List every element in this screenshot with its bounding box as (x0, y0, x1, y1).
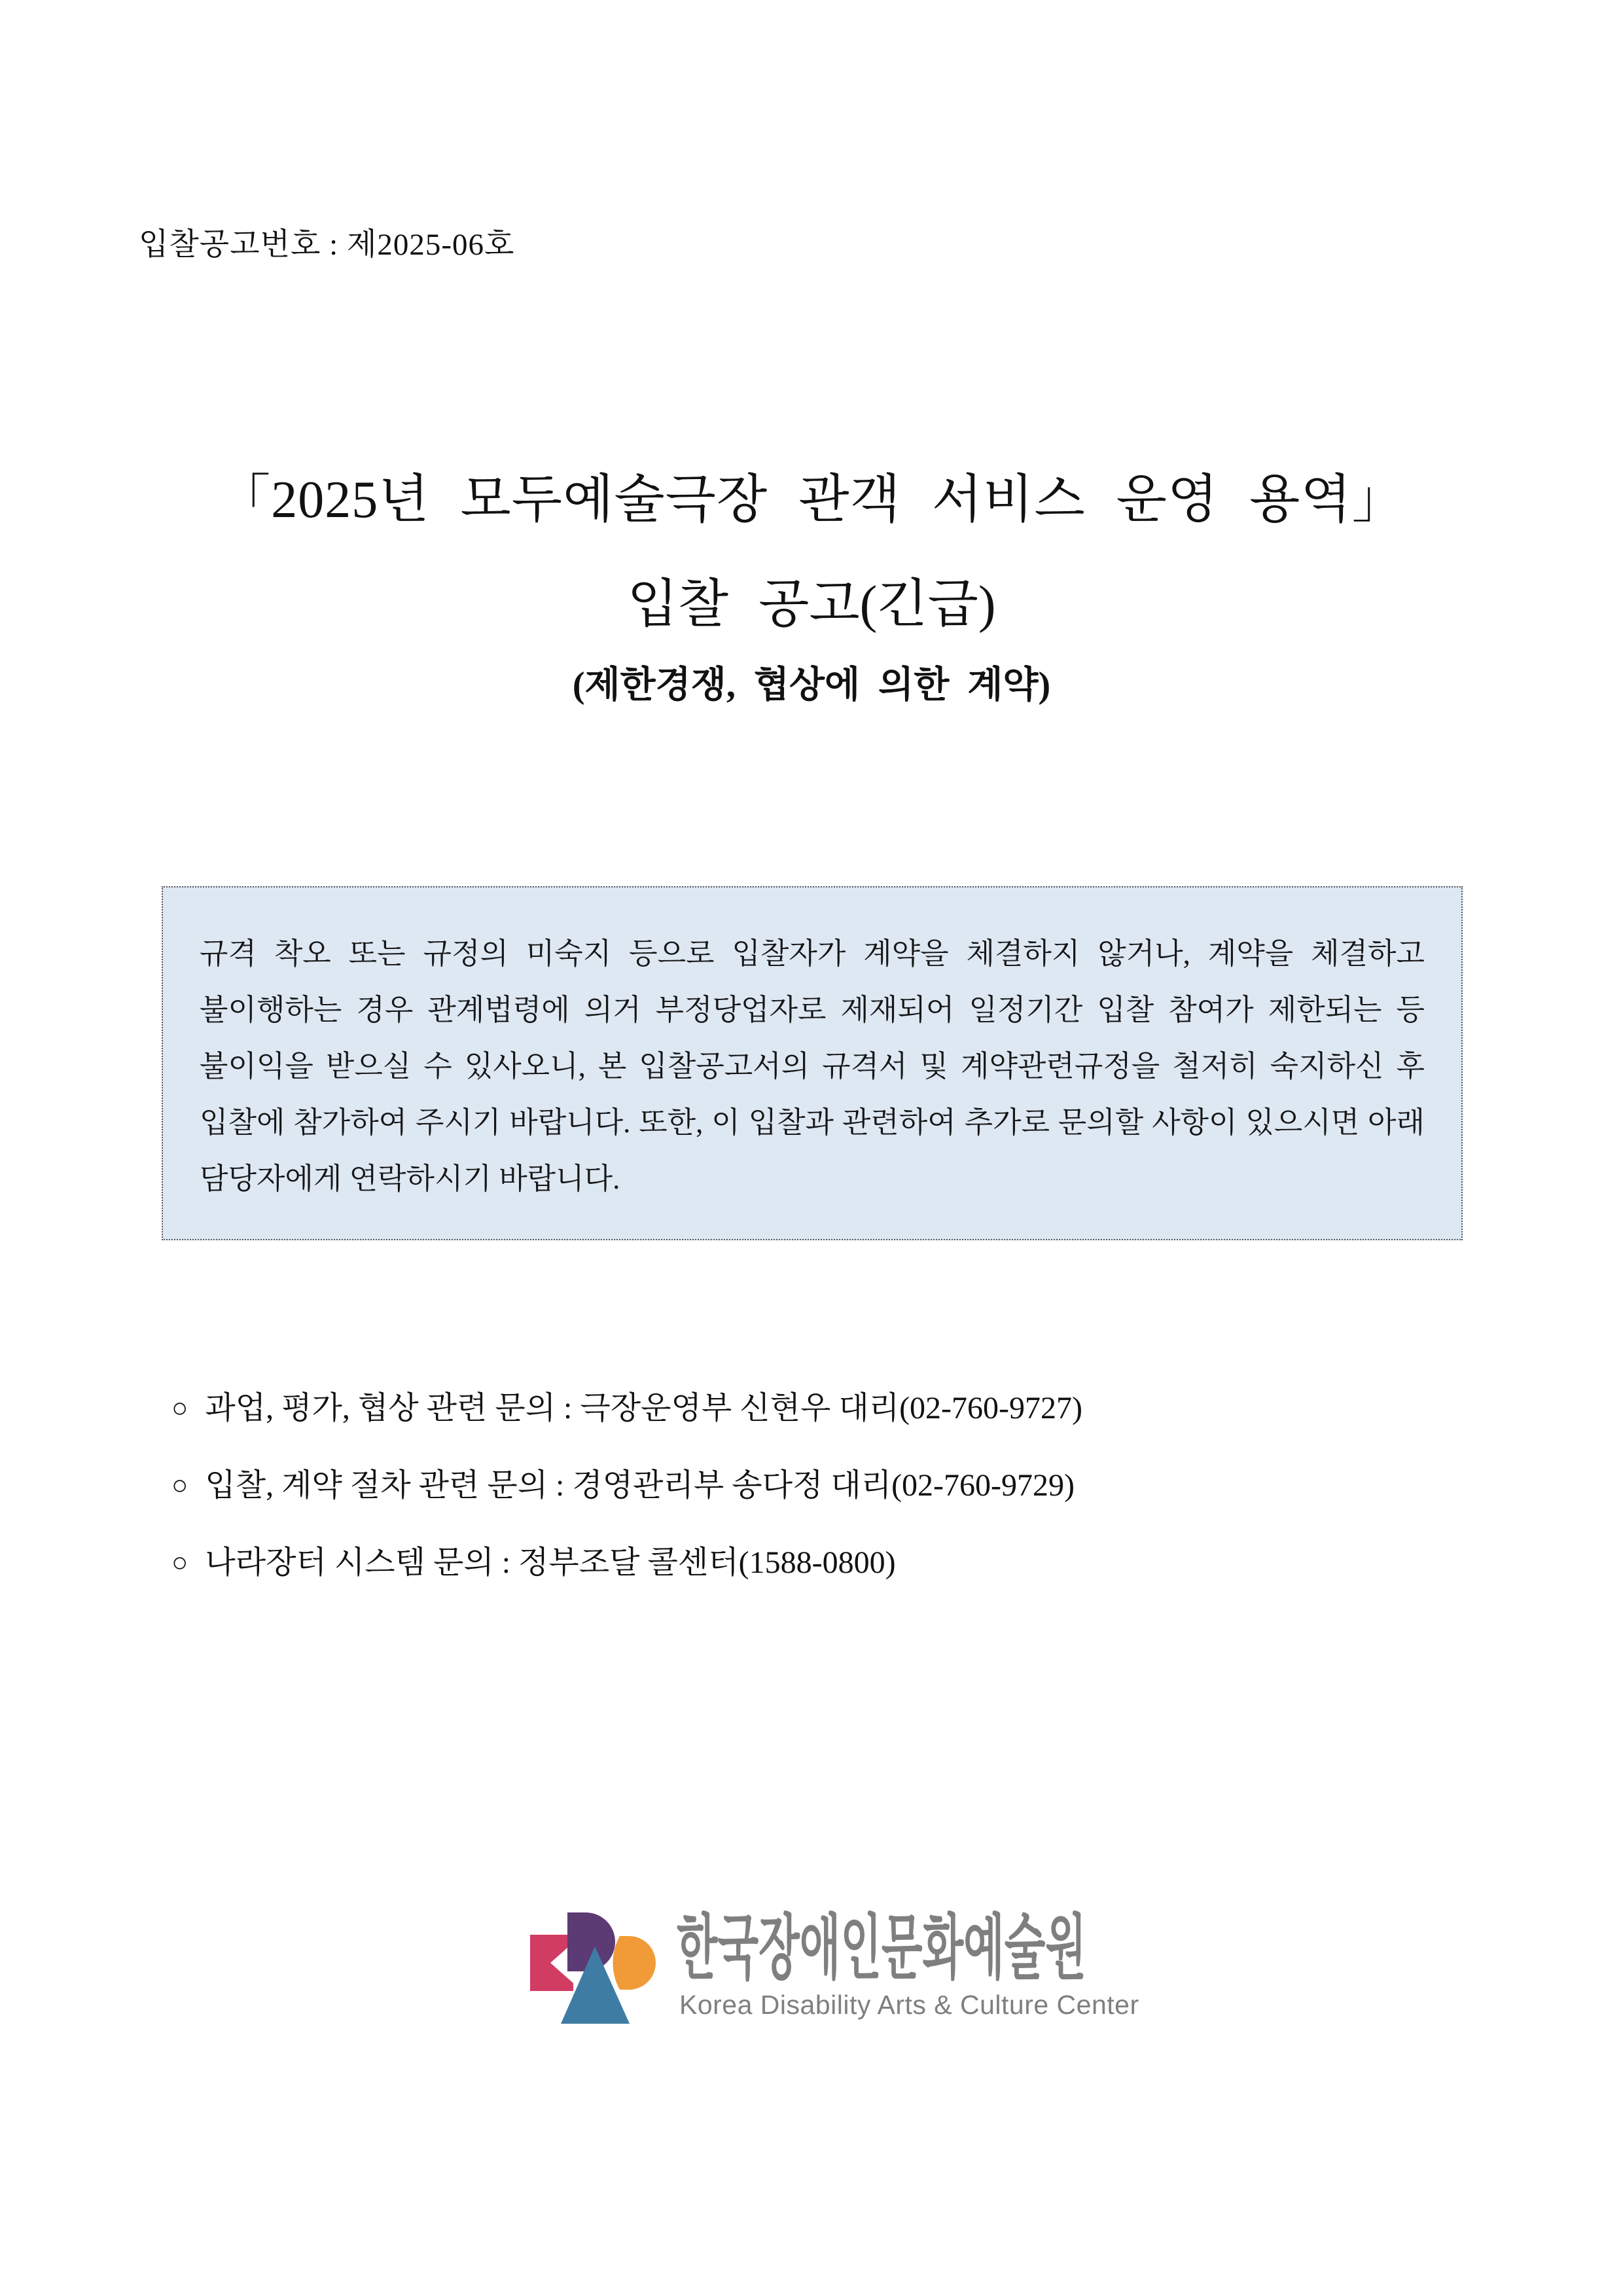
bullet-icon: ○ (171, 1393, 188, 1424)
document-title-line1: 「2025년 모두예술극장 관객 서비스 운영 용역」 (218, 471, 1405, 529)
document-title-line2: 입찰 공고(긴급) (627, 576, 996, 634)
document-subtitle: (제한경쟁, 협상에 의한 계약) (572, 665, 1051, 706)
bid-notice-number: 입찰공고번호 : 제2025-06호 (139, 228, 515, 262)
contact-text: 과업, 평가, 협상 관련 문의 : 극장운영부 신현우 대리(02-760-9727) (205, 1391, 1083, 1426)
caution-notice-box (162, 886, 1463, 1240)
contact-item-system-inquiry (171, 1546, 1082, 1580)
bullet-icon: ○ (171, 1548, 188, 1578)
caution-notice-text: 규격 착오 또는 규정의 미숙지 등으로 입찰자가 계약을 체결하지 않거나, 계약을 체결하고 불이행하는 경우 관계법령에 의거 부정당업자로 제재되어 일정기간 입찰 참여가 제한되는 등 불이익을 받으실 수 있사오니, 본 입찰공고서의 규격서 및 계약관련규정을 철저히 숙지하신 후 입찰에 참가하여 주시기 바랍니다. 또한, 이 입찰과 관련하여 추가로 문의할 사항이 있으시면 아래 담당자에게 연락하시기 바랍니다. (200, 937, 1425, 1195)
contact-text: 입찰, 계약 절차 관련 문의 : 경영관리부 송다정 대리(02-760-9729) (205, 1468, 1075, 1503)
org-name-english: Korea Disability Arts & Culture Center (679, 1990, 1139, 2020)
kdac-logo-mark-icon (530, 1912, 656, 2025)
contact-item-task-inquiry (171, 1391, 1082, 1426)
org-logo (530, 1910, 1145, 2041)
contact-text: 나라장터 시스템 문의 : 정부조달 콜센터(1588-0800) (205, 1545, 896, 1580)
bullet-icon: ○ (171, 1471, 188, 1501)
contact-list (171, 1391, 1082, 1623)
org-name-korean: 한국장애인문화예술원 (677, 1908, 1086, 1987)
logo-shape-c (613, 1936, 656, 1990)
logo-shape-k (530, 1935, 573, 1991)
contact-item-contract-inquiry (171, 1469, 1082, 1503)
